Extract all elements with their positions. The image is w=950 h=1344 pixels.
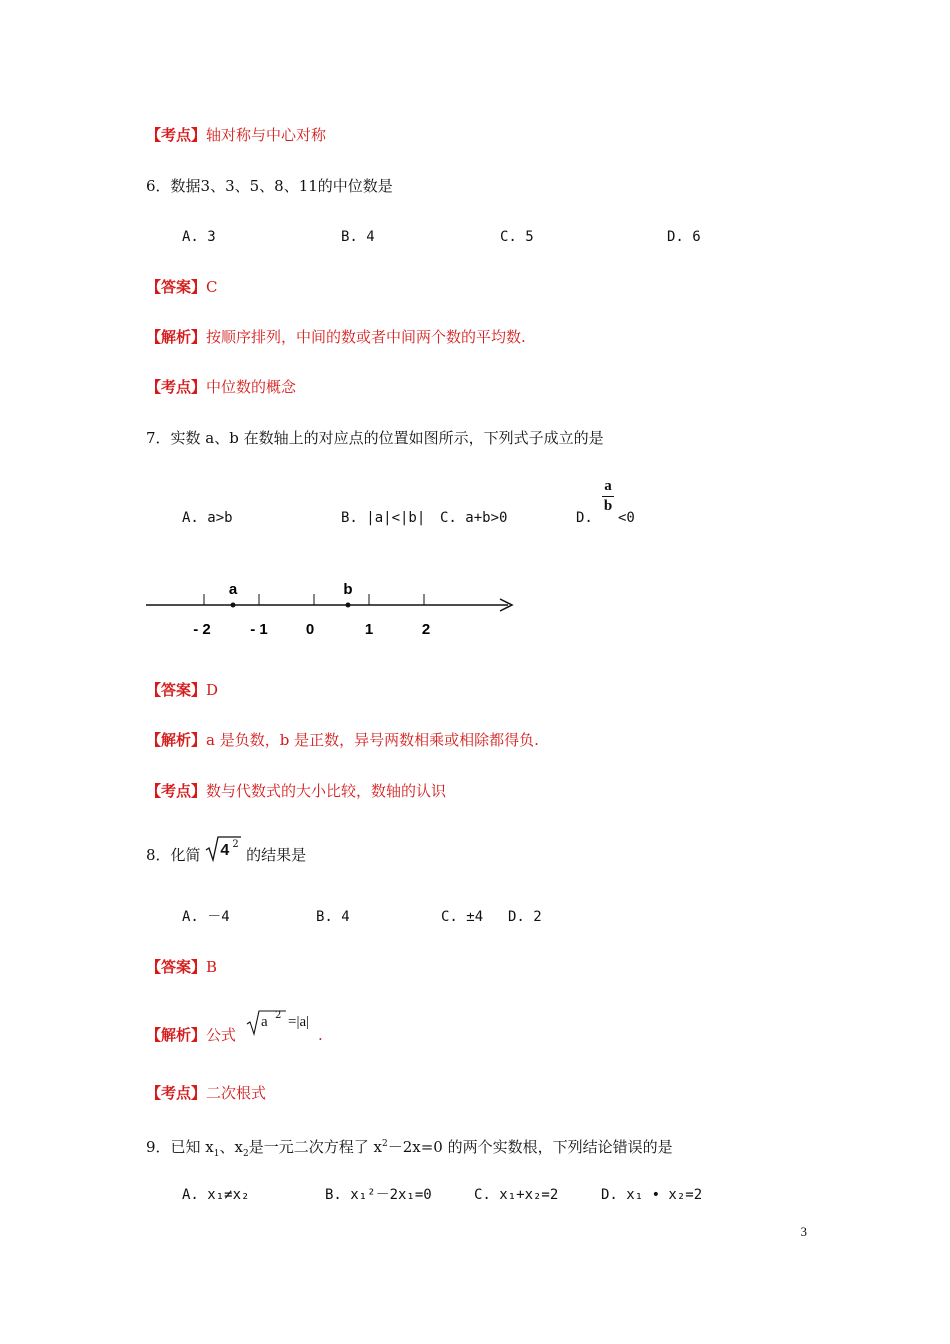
fraction-numerator: a — [604, 478, 612, 494]
sub-2: 2 — [242, 1149, 249, 1159]
kaodian-text: 数与代数式的大小比较，数轴的认识 — [206, 782, 447, 800]
analysis-6 — [146, 327, 526, 347]
kaodian-5 — [146, 125, 326, 145]
sup-2: 2 — [381, 1139, 388, 1149]
question-6: 6．数据3、3、5、8、11的中位数是 — [146, 177, 393, 195]
answer-text: D — [206, 681, 219, 699]
q9-stem-c: 是一元二次方程了 x — [248, 1138, 382, 1156]
label-kaodian: 【考点】 — [146, 1084, 207, 1102]
exponent: 2 — [275, 1010, 282, 1021]
label-analysis: 【解析】 — [146, 1026, 207, 1044]
analysis-8 — [146, 1025, 236, 1045]
label-answer: 【答案】 — [146, 958, 207, 976]
formula-rhs: =|a| — [288, 1014, 310, 1030]
analysis-8-tail: . — [318, 1026, 323, 1044]
kaodian-7 — [146, 781, 446, 801]
kaodian-8 — [146, 1083, 266, 1103]
q9-option-c: C. x₁+x₂=2 — [474, 1187, 559, 1203]
q9-option-a: A. x₁≠x₂ — [182, 1187, 250, 1203]
question-9 — [146, 1134, 673, 1164]
label-kaodian: 【考点】 — [146, 126, 207, 144]
kaodian-6 — [146, 377, 296, 397]
analysis-7 — [146, 730, 539, 750]
label-answer: 【答案】 — [146, 278, 207, 296]
answer-text: C — [206, 278, 218, 296]
answer-text: B — [206, 958, 218, 976]
q7-option-a: A. a>b — [182, 510, 233, 526]
label-b: b — [343, 581, 353, 598]
fraction-tail: <0 — [618, 510, 635, 526]
q8-option-c: C. ±4 — [441, 909, 484, 925]
answer-8 — [146, 957, 217, 977]
sqrt-4-squared — [205, 839, 241, 862]
sub-1: 1 — [213, 1149, 220, 1159]
q6-option-b: B. 4 — [341, 229, 375, 245]
formula-sqrt-a-squared — [246, 1008, 326, 1036]
label-a: a — [228, 581, 238, 598]
number-line-figure — [142, 580, 522, 650]
q6-option-a: A. 3 — [182, 229, 216, 245]
label-kaodian: 【考点】 — [146, 782, 207, 800]
q9-option-b: B. x₁²－2x₁=0 — [325, 1187, 432, 1203]
page-number: 3 — [800, 1224, 807, 1239]
q8-option-d: D. 2 — [508, 909, 542, 925]
point-a — [231, 603, 236, 608]
label-answer: 【答案】 — [146, 681, 207, 699]
kaodian-text: 二次根式 — [206, 1084, 267, 1102]
label-analysis: 【解析】 — [146, 328, 207, 346]
tick-label-neg2: - 2 — [193, 621, 211, 638]
tick-label-neg1: - 1 — [250, 621, 268, 638]
q9-stem-a: 9．已知 x — [146, 1138, 214, 1156]
q6-option-d: D. 6 — [667, 229, 701, 245]
fraction-denominator: b — [603, 498, 613, 514]
analysis-text: 公式 — [206, 1026, 237, 1044]
q6-option-c: C. 5 — [500, 229, 534, 245]
q7-option-c: C. a+b>0 — [440, 510, 508, 526]
question-8 — [146, 839, 307, 865]
exponent: 2 — [232, 839, 239, 850]
q9-stem-d: －2x=0 的两个实数根，下列结论错误的是 — [387, 1138, 673, 1156]
tick-label-1: 1 — [364, 621, 374, 638]
analysis-text: a 是负数，b 是正数，异号两数相乘或相除都得负. — [206, 731, 539, 749]
fraction-a-over-b — [602, 478, 614, 515]
fraction-bar — [602, 496, 614, 497]
radicand: 4 — [220, 842, 230, 859]
answer-6 — [146, 277, 218, 297]
tick-label-0: 0 — [305, 621, 315, 638]
label-analysis: 【解析】 — [146, 731, 207, 749]
q8-option-a: A. －4 — [182, 909, 230, 925]
tick-label-2: 2 — [421, 621, 431, 638]
q7-option-d: D. — [576, 510, 593, 526]
point-b — [346, 603, 351, 608]
question-7: 7．实数 a、b 在数轴上的对应点的位置如图所示，下列式子成立的是 — [146, 429, 604, 447]
q9-stem-b: 、x — [219, 1138, 243, 1156]
q8-stem-post: 的结果是 — [246, 846, 307, 864]
analysis-text: 按顺序排列，中间的数或者中间两个数的平均数. — [206, 328, 526, 346]
kaodian-text: 中位数的概念 — [206, 378, 297, 396]
radicand: a — [261, 1014, 268, 1030]
kaodian-text: 轴对称与中心对称 — [206, 126, 327, 144]
q7-option-b: B. |a|<|b| — [341, 510, 426, 526]
q9-option-d: D. x₁ • x₂=2 — [601, 1187, 703, 1203]
answer-7 — [146, 680, 218, 700]
label-kaodian: 【考点】 — [146, 378, 207, 396]
q8-stem-pre: 8．化简 — [146, 846, 201, 864]
q8-option-b: B. 4 — [316, 909, 350, 925]
